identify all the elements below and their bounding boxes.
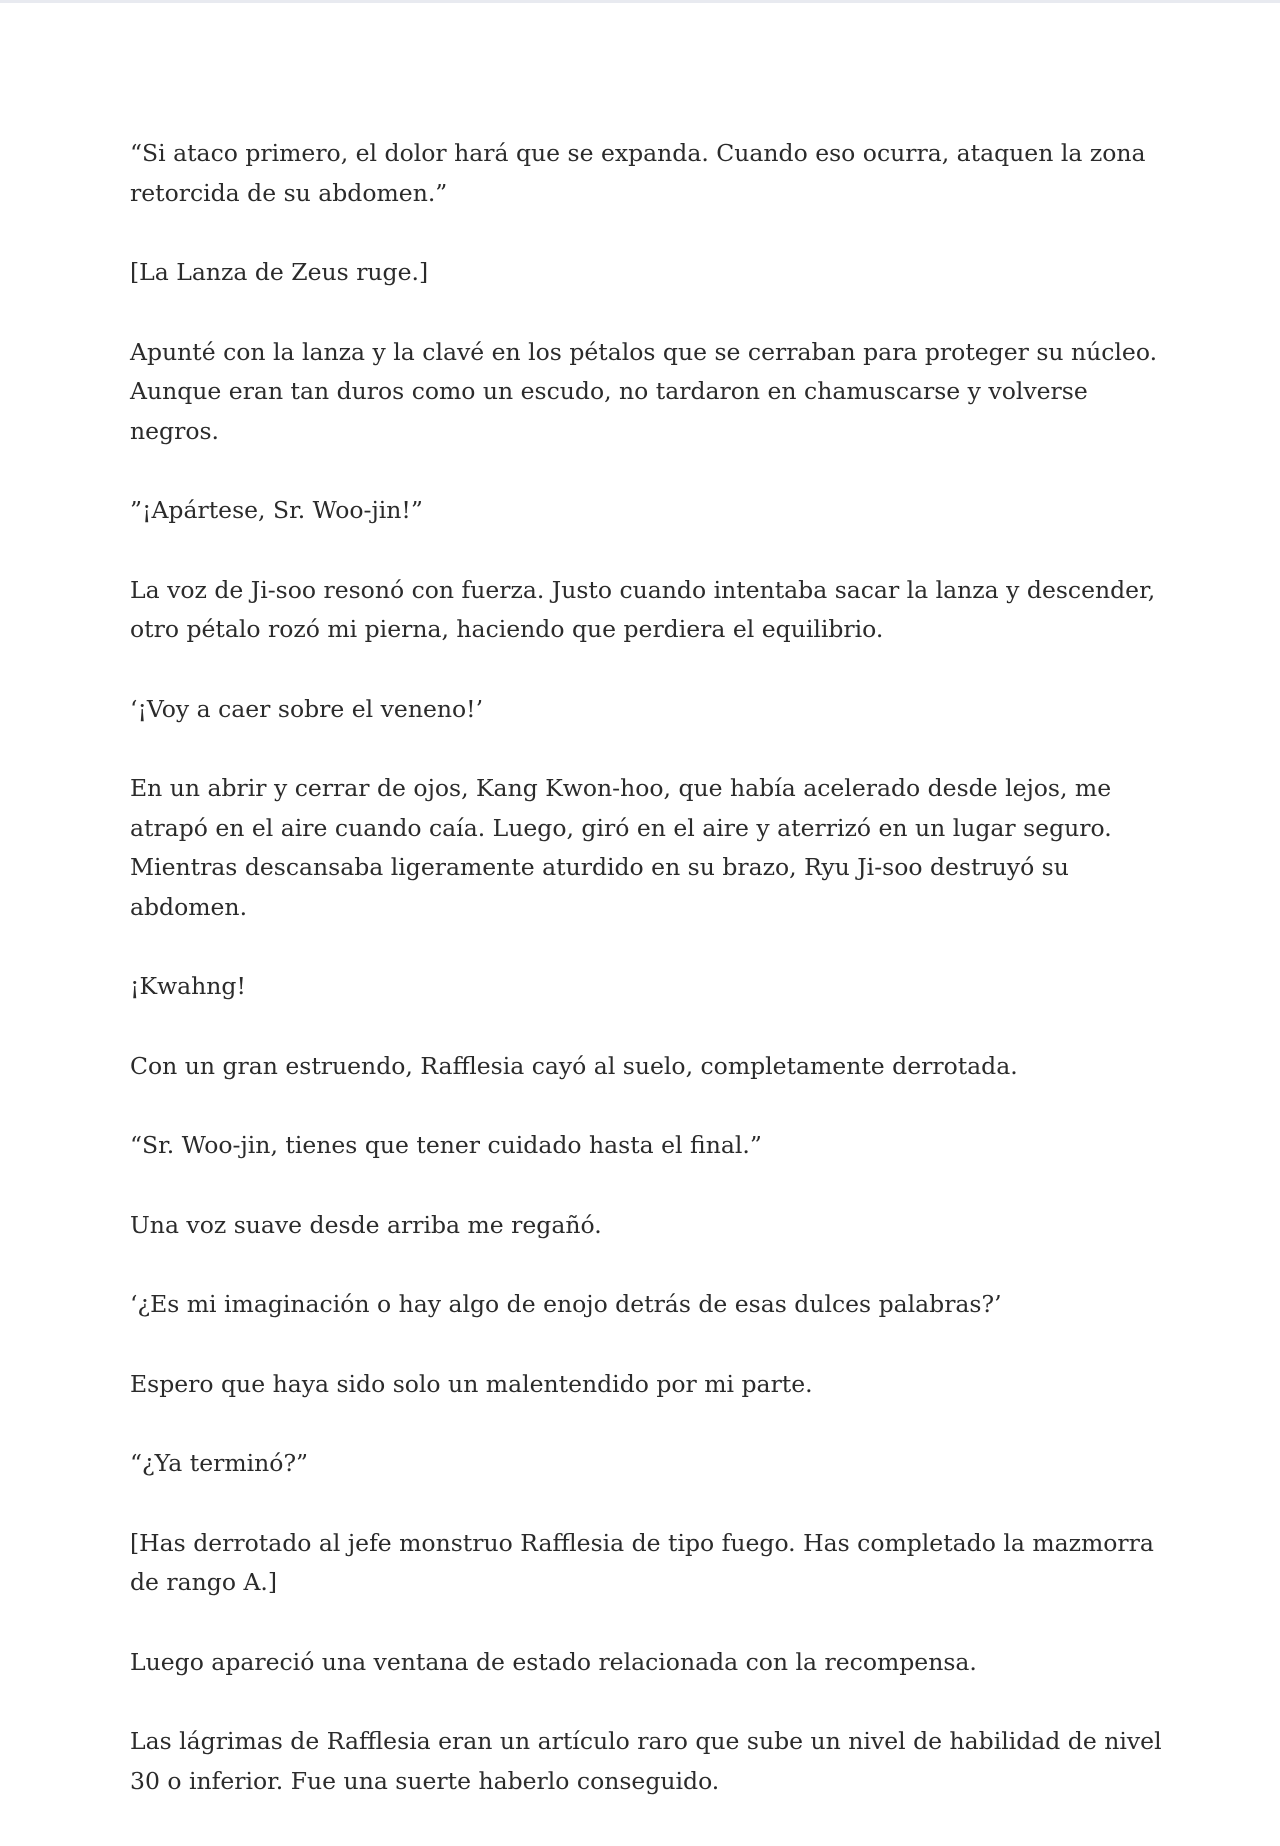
paragraph: Las lágrimas de Rafflesia eran un artículo raro que sube un nivel de habilidad de nivel 30 o inferior. Fue una suerte haberlo conseguido.: [130, 1727, 1162, 1795]
paragraph: “Si ataco primero, el dolor hará que se expanda. Cuando eso ocurra, ataquen la zona retorcida de su abdomen.”: [130, 139, 1146, 207]
paragraph: “Sr. Woo-jin, tienes que tener cuidado hasta el final.”: [130, 1131, 762, 1159]
paragraph: En un abrir y cerrar de ojos, Kang Kwon-hoo, que había acelerado desde lejos, me atrapó en el aire cuando caía. Luego, giró en el aire y aterrizó en un lugar seguro. Mientras descansaba ligeramente aturdido en su brazo, Ryu Ji-soo destruyó su abdomen.: [130, 774, 1112, 921]
paragraph: Apunté con la lanza y la clavé en los pétalos que se cerraban para proteger su núcleo. Aunque eran tan duros como un escudo, no tardaron en chamuscarse y volverse negros.: [130, 337, 1158, 445]
paragraph: Luego apareció una ventana de estado relacionada con la recompensa.: [130, 1647, 977, 1676]
paragraph: Con un gran estruendo, Rafflesia cayó al suelo, completamente derrotada.: [130, 1051, 1018, 1080]
paragraph: ‘¿Es mi imaginación o hay algo de enojo detrás de esas dulces palabras?’: [130, 1290, 1002, 1318]
paragraph: Espero que haya sido solo un malentendido por mi parte.: [130, 1369, 813, 1398]
paragraph: [La Lanza de Zeus ruge.]: [130, 258, 429, 286]
paragraph: “¿Ya terminó?”: [130, 1449, 309, 1477]
paragraph: Una voz suave desde arriba me regañó.: [130, 1210, 602, 1239]
document-body: [130, 134, 1170, 1841]
paragraph: ¡Kwahng!: [130, 972, 246, 1000]
paragraph: [Has derrotado al jefe monstruo Rafflesia de tipo fuego. Has completado la mazmorra de rango A.]: [130, 1528, 1154, 1596]
paragraph: La voz de Ji-soo resonó con fuerza. Justo cuando intentaba sacar la lanza y descender, otro pétalo rozó mi pierna, haciendo que perdiera el equilibrio.: [130, 575, 1156, 643]
top-divider: [0, 0, 1280, 3]
paragraph: ”¡Apártese, Sr. Woo-jin!”: [130, 496, 423, 524]
paragraph: ‘¡Voy a caer sobre el veneno!’: [130, 694, 484, 723]
